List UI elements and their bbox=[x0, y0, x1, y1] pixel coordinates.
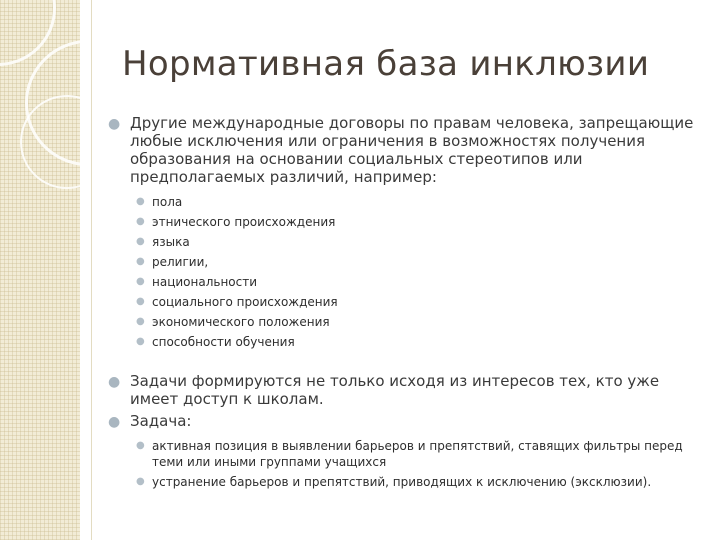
bullet-text: Задачи формируются не только исходя из интересов тех, кто уже имеет доступ к школам. bbox=[130, 372, 660, 408]
sub-item: ● активная позиция в выявлении барьеров и препятствий, ставящих фильтры перед теми или иными группами учащихся bbox=[136, 439, 683, 469]
sub-item: ● способности обучения bbox=[136, 335, 295, 349]
sub-item: ● пола bbox=[136, 195, 183, 209]
bullet-item-tasks-formed bbox=[106, 372, 696, 408]
bullet-icon: ● bbox=[108, 414, 121, 430]
sub-bullet-icon: ● bbox=[136, 256, 145, 267]
slide-content bbox=[106, 114, 696, 494]
sub-bullet-icon: ● bbox=[136, 236, 145, 247]
bullet-icon: ● bbox=[108, 116, 121, 132]
sub-list-task-details bbox=[106, 438, 696, 490]
sub-bullet-icon: ● bbox=[136, 276, 145, 287]
bullet-item-task bbox=[106, 412, 696, 430]
bullet-text: Другие международные договоры по правам человека, запрещающие любые исключения или ограничения в возможностях получения образования на основании социальных стереотипов или предполагаемых различий, например: bbox=[130, 114, 694, 186]
sub-item: ● национальности bbox=[136, 275, 258, 289]
sub-bullet-icon: ● bbox=[136, 196, 145, 207]
sub-bullet-icon: ● bbox=[136, 440, 145, 451]
bullet-text: Задача: bbox=[130, 412, 192, 430]
sub-item: ● этнического происхождения bbox=[136, 215, 336, 229]
sub-list-discrimination-grounds bbox=[106, 194, 696, 350]
sub-bullet-icon: ● bbox=[136, 476, 145, 487]
sub-bullet-icon: ● bbox=[136, 336, 145, 347]
bullet-item-treaties bbox=[106, 114, 696, 186]
slide-title: Нормативная база инклюзии bbox=[122, 44, 650, 84]
side-divider bbox=[91, 0, 92, 540]
sub-item: ● языка bbox=[136, 235, 190, 249]
sub-item: ● устранение барьеров и препятствий, приводящих к исключению (эксклюзии). bbox=[136, 475, 652, 489]
sub-bullet-icon: ● bbox=[136, 316, 145, 327]
sub-item: ● социального происхождения bbox=[136, 295, 338, 309]
sub-bullet-icon: ● bbox=[136, 296, 145, 307]
bullet-icon: ● bbox=[108, 374, 121, 390]
sub-item: ● экономического положения bbox=[136, 315, 330, 329]
sub-bullet-icon: ● bbox=[136, 216, 145, 227]
decorative-side-band bbox=[0, 0, 80, 540]
sub-item: ● религии, bbox=[136, 255, 209, 269]
